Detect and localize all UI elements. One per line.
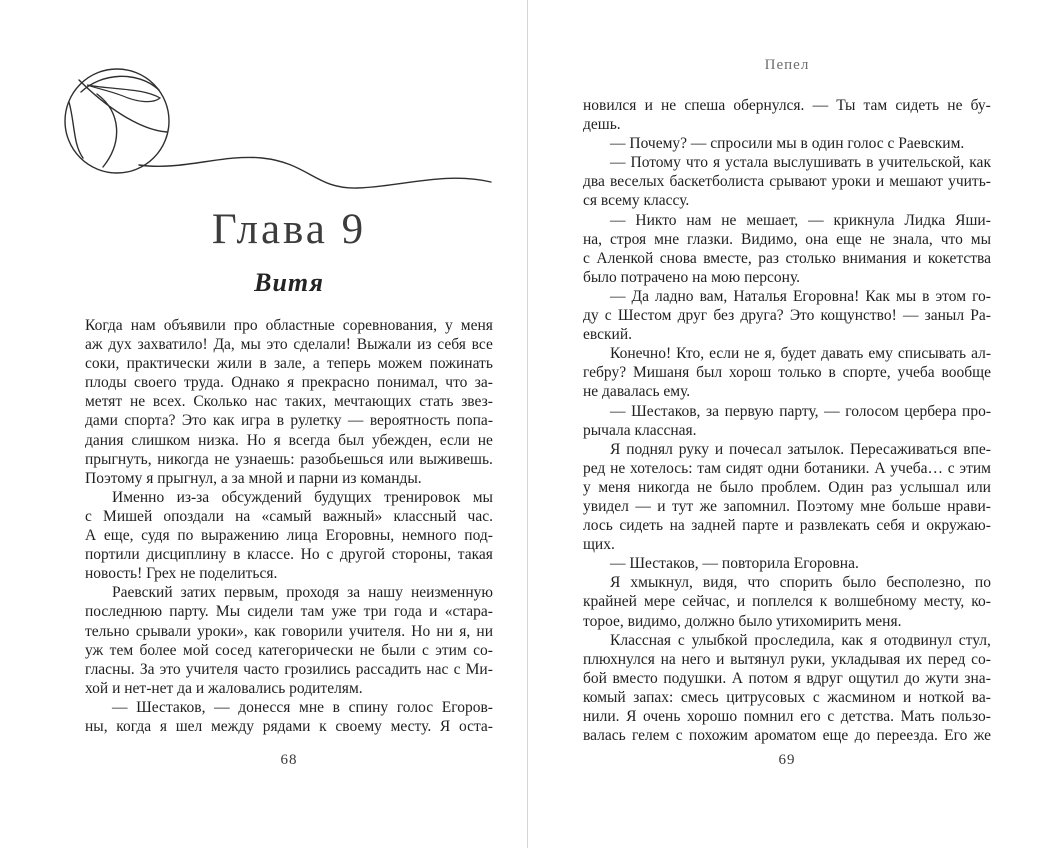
paragraph [583,135,991,154]
text-line: А еще, судя по выражению лица Егоровны, немного под- [85,527,493,545]
text-line: Я хмыкнул, видя, что спорить было бесполезно, по [610,574,991,592]
text-line: — Шестаков, — донесся мне в спину голос Егоров- [112,698,493,716]
text-line: у меня никогда не было проблем. Один раз услышал или [583,478,991,496]
paragraph [583,97,991,135]
text-line: прыгнуть, никогда не узнаешь: разобьешься или выживешь. [85,450,493,468]
text-line: — Никто нам не мешает, — крикнула Лидка Яши- [610,211,991,229]
paragraph [85,699,493,737]
text-line: комый запах: смесь цитрусовых с жасмином и ноткой ва- [583,688,991,706]
text-line: — Да ладно вам, Наталья Егоровна! Как мы в этом го- [610,287,991,305]
text-line: портили дисциплину в классе. Но с другой стороны, такая [85,546,493,564]
squiggle-line [139,157,491,188]
paragraph [85,489,493,584]
text-line: не давалась ему. [583,383,691,401]
text-line: Когда нам объявили про областные соревнования, у меня [85,317,493,334]
paragraph [583,154,991,211]
page-left [0,0,527,852]
text-line: ся всему классу. [583,192,690,210]
paragraph [583,441,991,556]
text-line: Я поднял руку и почесал затылок. Пересаживаться впе- [610,440,991,458]
page-number-left: 68 [280,752,298,768]
text-line: тельно срывали уроки», как говорили учителя. Но ни я, ни [85,622,493,640]
text-line: торое, видимо, должно было утихомирить меня. [583,612,902,630]
text-line: Классная с улыбкой проследила, как я отодвинул стул, [610,631,991,649]
text-line: ны, когда я шел между рядами к своему месту. Я оста- [85,717,493,735]
text-line: ду с Шестом друг без друга? Это кощунство! — заныл Ра- [583,307,991,325]
text-line: аж дух захватило! Да, мы это сделали! Выжали из себя все [85,336,493,354]
text-line: плюхнулся на него и вытянул руки, укладывая их перед со- [583,650,991,668]
text-line: Именно из-за обсуждений будущих тренировок мы [112,488,493,506]
text-line: последнюю парту. Мы сидели там уже три года и «стара- [85,603,493,621]
text-line: Конечно! Кто, если не я, будет давать ему списывать ал- [610,345,991,363]
left-page-text [85,317,493,737]
text-line: метят не всех. Сколько нас таких, мечтающих стать звез- [85,393,493,411]
paragraph [583,574,991,631]
paragraph [583,632,991,747]
text-line: дешь. [583,116,621,134]
text-line: лось сидеть на задней парте и развлекать себя и окружаю- [583,517,991,535]
text-line: соки, практически жили в зале, а теперь можем пожинать [85,355,493,373]
paragraph [85,584,493,699]
right-page-text [583,97,991,746]
text-line: — Потому что я устала выслушивать в учительской, как [610,154,991,172]
paragraph [583,555,991,574]
text-line: новился и не спеша обернулся. — Ты там сидеть не бу- [583,97,991,114]
page-right [528,0,1057,852]
text-line: — Шестаков, — повторила Егоровна. [610,555,859,573]
text-line: гласны. За это учителя часто грозились рассадить нас с Ми- [85,660,493,678]
running-header: Пепел [764,57,810,73]
text-line: валась гелем с похожим ароматом еще до переезда. Его же [583,727,991,745]
text-line: увидел — и тут же запомнил. Поэтому мне больше нрави- [583,497,991,515]
paragraph [583,212,991,288]
page-number-right: 69 [778,752,796,768]
text-line: Поэтому я прыгнул, а за мной и парни из команды. [85,469,422,487]
text-line: с Мишей опоздали на «самый важный» классный час. [85,507,493,525]
text-line: новость! Грех не поделиться. [85,565,278,583]
text-line: крайней мере сейчас, и поплелся к волшебному месту, ко- [583,593,991,611]
text-line: с Аленкой снова вместе, раз столько внимания и кокетства [583,249,991,267]
text-line: хой и нет-нет да и жаловались родителям. [85,679,363,697]
text-line: плоды своего труда. Однако я прекрасно понимал, что за- [85,374,493,392]
text-line: уж тем более мой сосед категорически не были с этим со- [85,641,493,659]
chapter-title: Глава 9 [211,206,367,253]
text-line: щих. [583,536,615,554]
text-line: нили. Я очень хорошо помнил его с детства. Мать пользо- [583,708,991,725]
text-line: рычала классная. [583,421,697,439]
text-line: гебру? Мишаня был хорош только в спорте, учеба вообще [583,364,991,382]
basketball-illustration [57,58,493,193]
paragraph [85,317,493,489]
text-line: евский. [583,326,632,344]
text-line: бой вместо подушки. А потом я вдруг ощутил до жути зна- [583,669,991,687]
text-line: Раевский затих первым, проходя за нашу неизменную [112,584,493,602]
paragraph [583,403,991,441]
text-line: ред не хотелось: там сидят одни ботаники. А учеба… с этим [583,459,991,477]
text-line: дами спорта? Это как игра в рулетку — вероятность попа- [85,412,493,430]
text-line: дания слишком низка. Но я всегда был убежден, если не [85,431,493,449]
paragraph [583,288,991,345]
text-line: два веселых баскетболиста срывают уроки и мешают учить- [583,173,991,191]
text-line: на, строя мне глазки. Видимо, она еще не знала, что мы [583,230,991,248]
paragraph [583,345,991,402]
text-line: — Почему? — спросили мы в один голос с Раевским. [610,135,965,153]
chapter-subtitle: Витя [254,268,324,297]
basketball-icon [65,69,169,173]
text-line: — Шестаков, за первую парту, — голосом цербера про- [610,402,991,420]
text-line: было потрачено на мою персону. [583,268,801,286]
